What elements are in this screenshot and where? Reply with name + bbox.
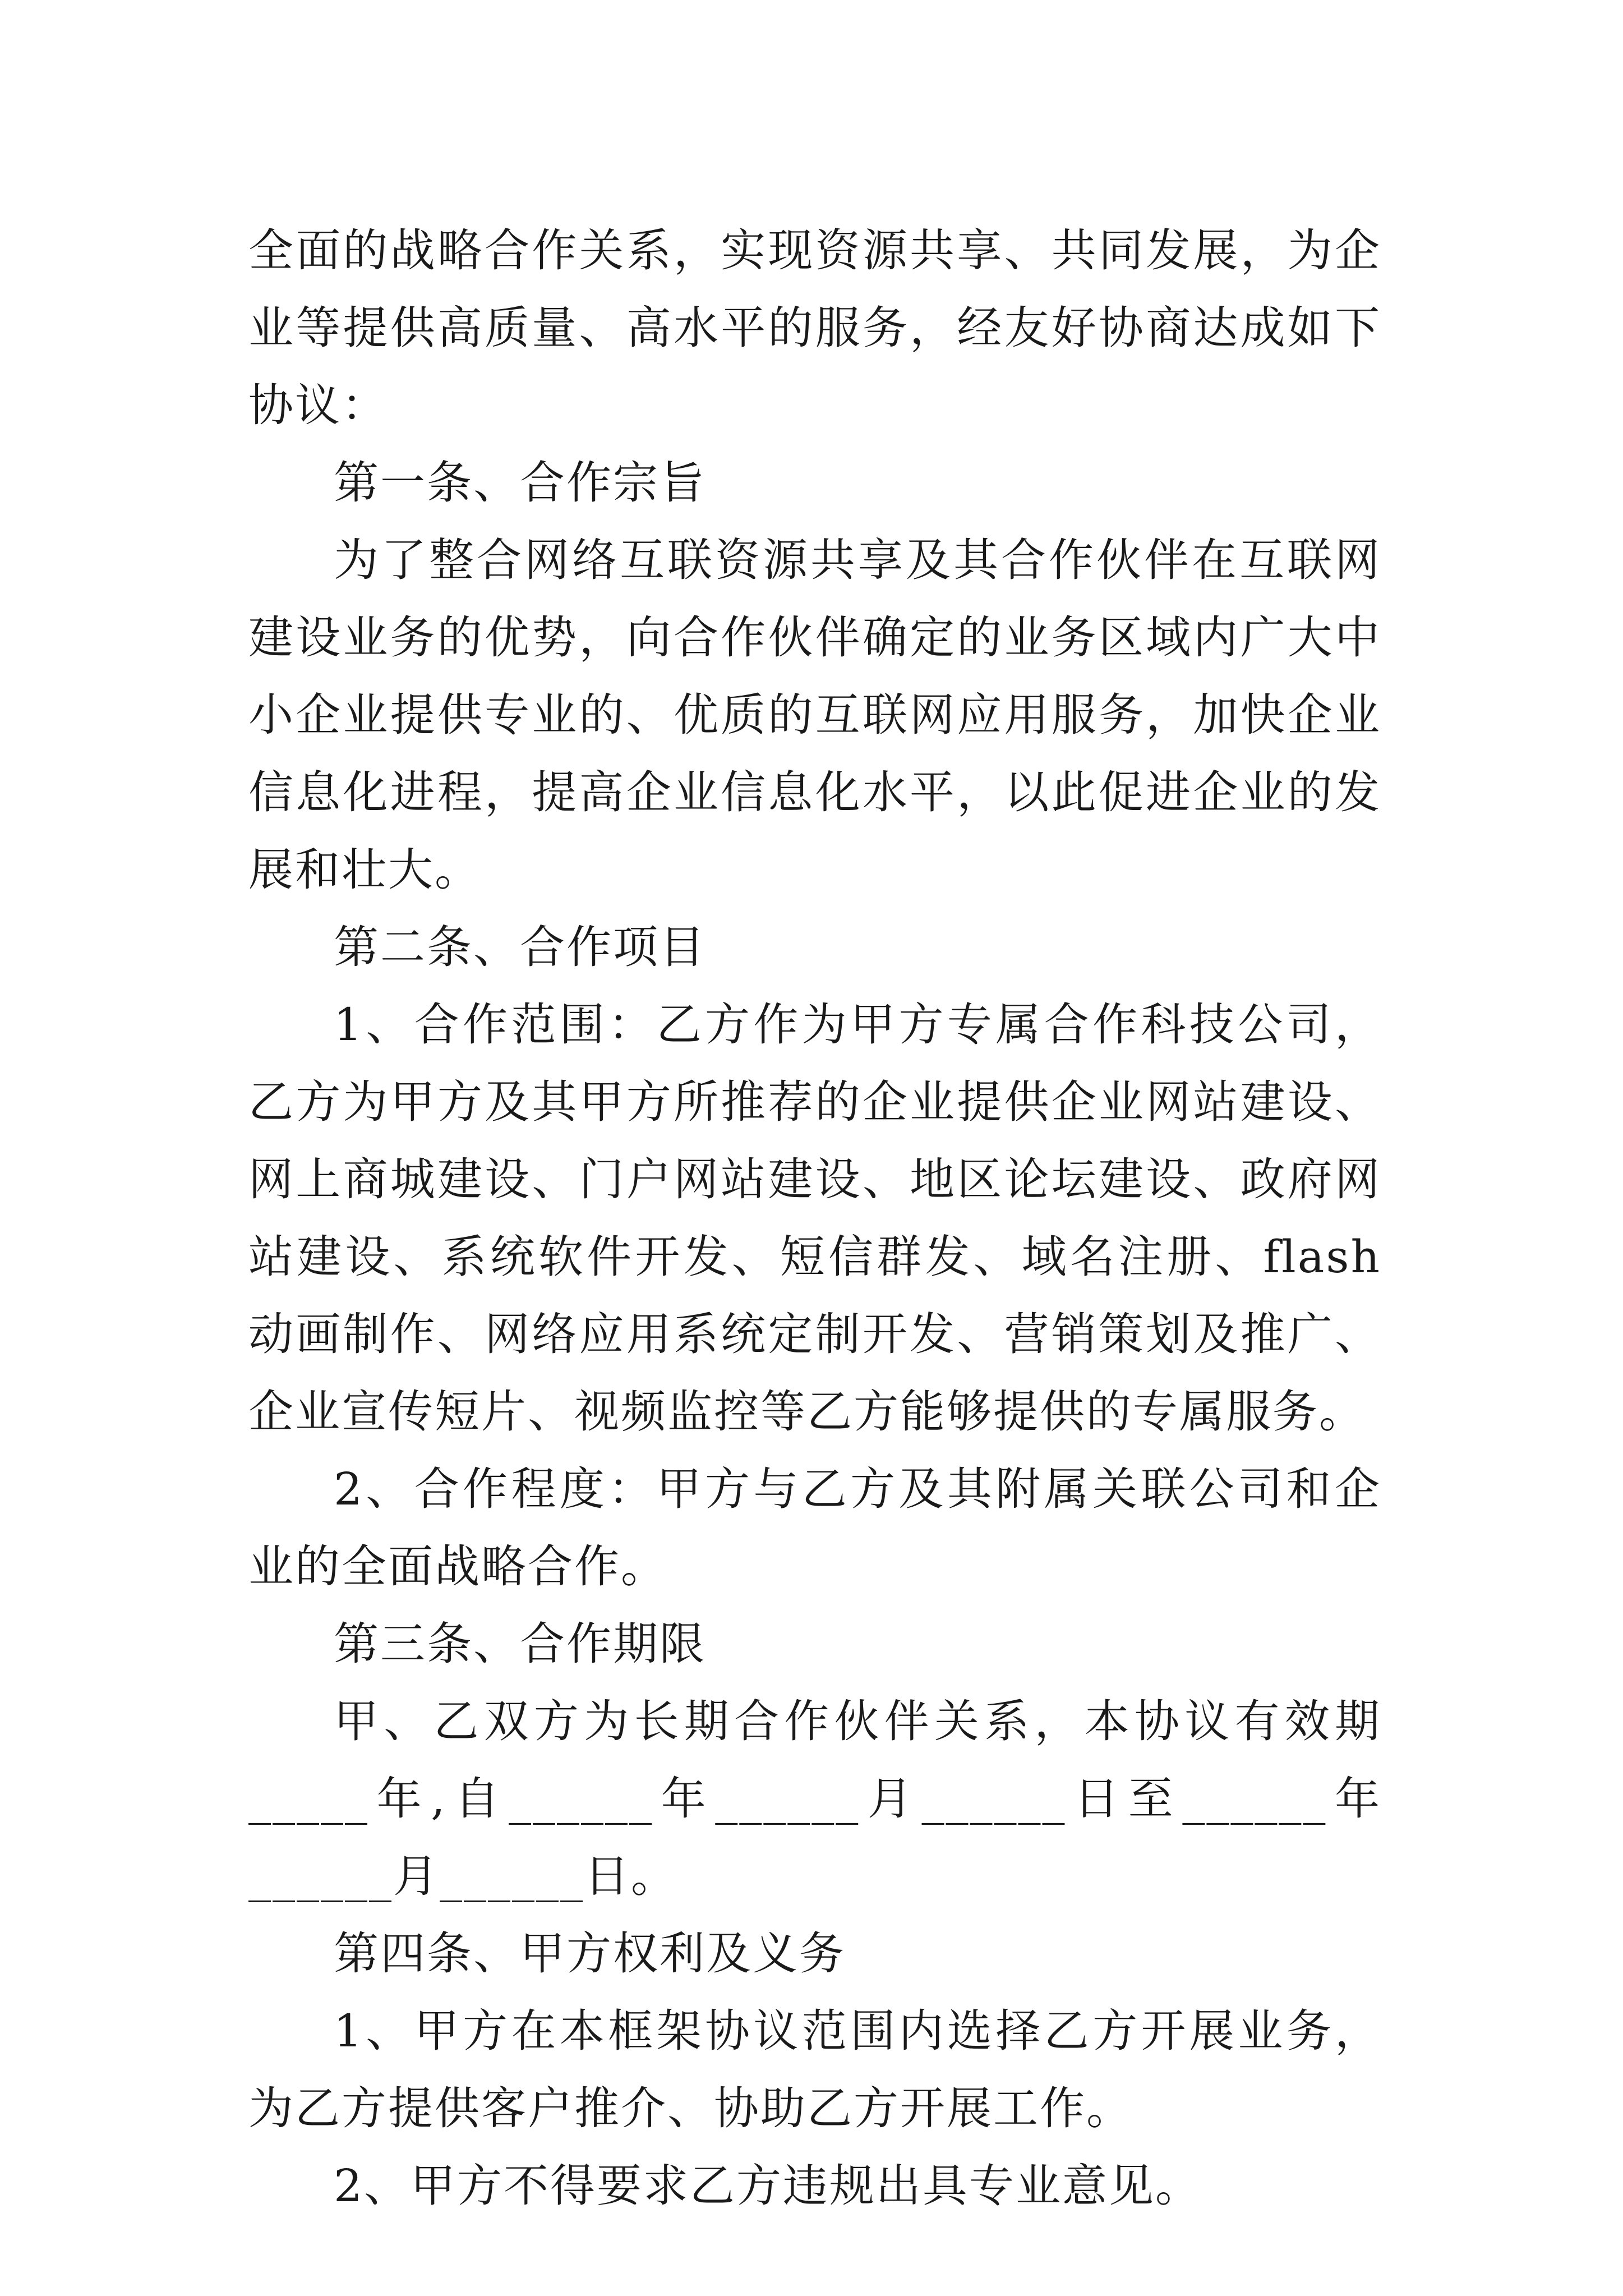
article-4-heading: 第四条、甲方权利及义务 xyxy=(334,1927,846,1980)
paragraph-opening: 全面的战略合作关系，实现资源共享、共同发展，为企业等提供高质量、高水平的服务，经友好协商达成如下协议： xyxy=(248,224,1381,431)
article-2-item-2: 2、合作程度：甲方与乙方及其附属关联公司和企业的全面战略合作。 xyxy=(248,1463,1381,1593)
article-4-item-1: 1、甲方在本框架协议范围内选择乙方开展业务，为乙方提供客户推介、协助乙方开展工作。 xyxy=(248,2005,1381,2134)
article-1-body: 为了整合网络互联资源共享及其合作伙伴在互联网建设业务的优势，向合作伙伴确定的业务区域内广大中小企业提供专业的、优质的互联网应用服务，加快企业信息化进程，提高企业信息化水平，以此促进企业的发展和壮大。 xyxy=(248,534,1381,896)
article-4-item-2: 2、甲方不得要求乙方违规出具专业意见。 xyxy=(334,2160,1202,2212)
article-1-heading: 第一条、合作宗旨 xyxy=(334,457,706,509)
article-3-heading: 第三条、合作期限 xyxy=(334,1618,706,1670)
document-body xyxy=(248,212,1381,2225)
article-2-heading: 第二条、合作项目 xyxy=(334,921,706,973)
article-3-body: 甲、乙双方为长期合作伙伴关系，本协议有效期_____年,自______年______月______日至______年______月______日。 xyxy=(248,1695,1381,1902)
article-2-item-1: 1、合作范围：乙方作为甲方专属合作科技公司，乙方为甲方及其甲方所推荐的企业提供企业网站建设、网上商城建设、门户网站建设、地区论坛建设、政府网站建设、系统软件开发、短信群发、域名注册、flash动画制作、网络应用系统定制开发、营销策划及推广、企业宣传短片、视频监控等乙方能够提供的专属服务。 xyxy=(248,999,1381,1438)
